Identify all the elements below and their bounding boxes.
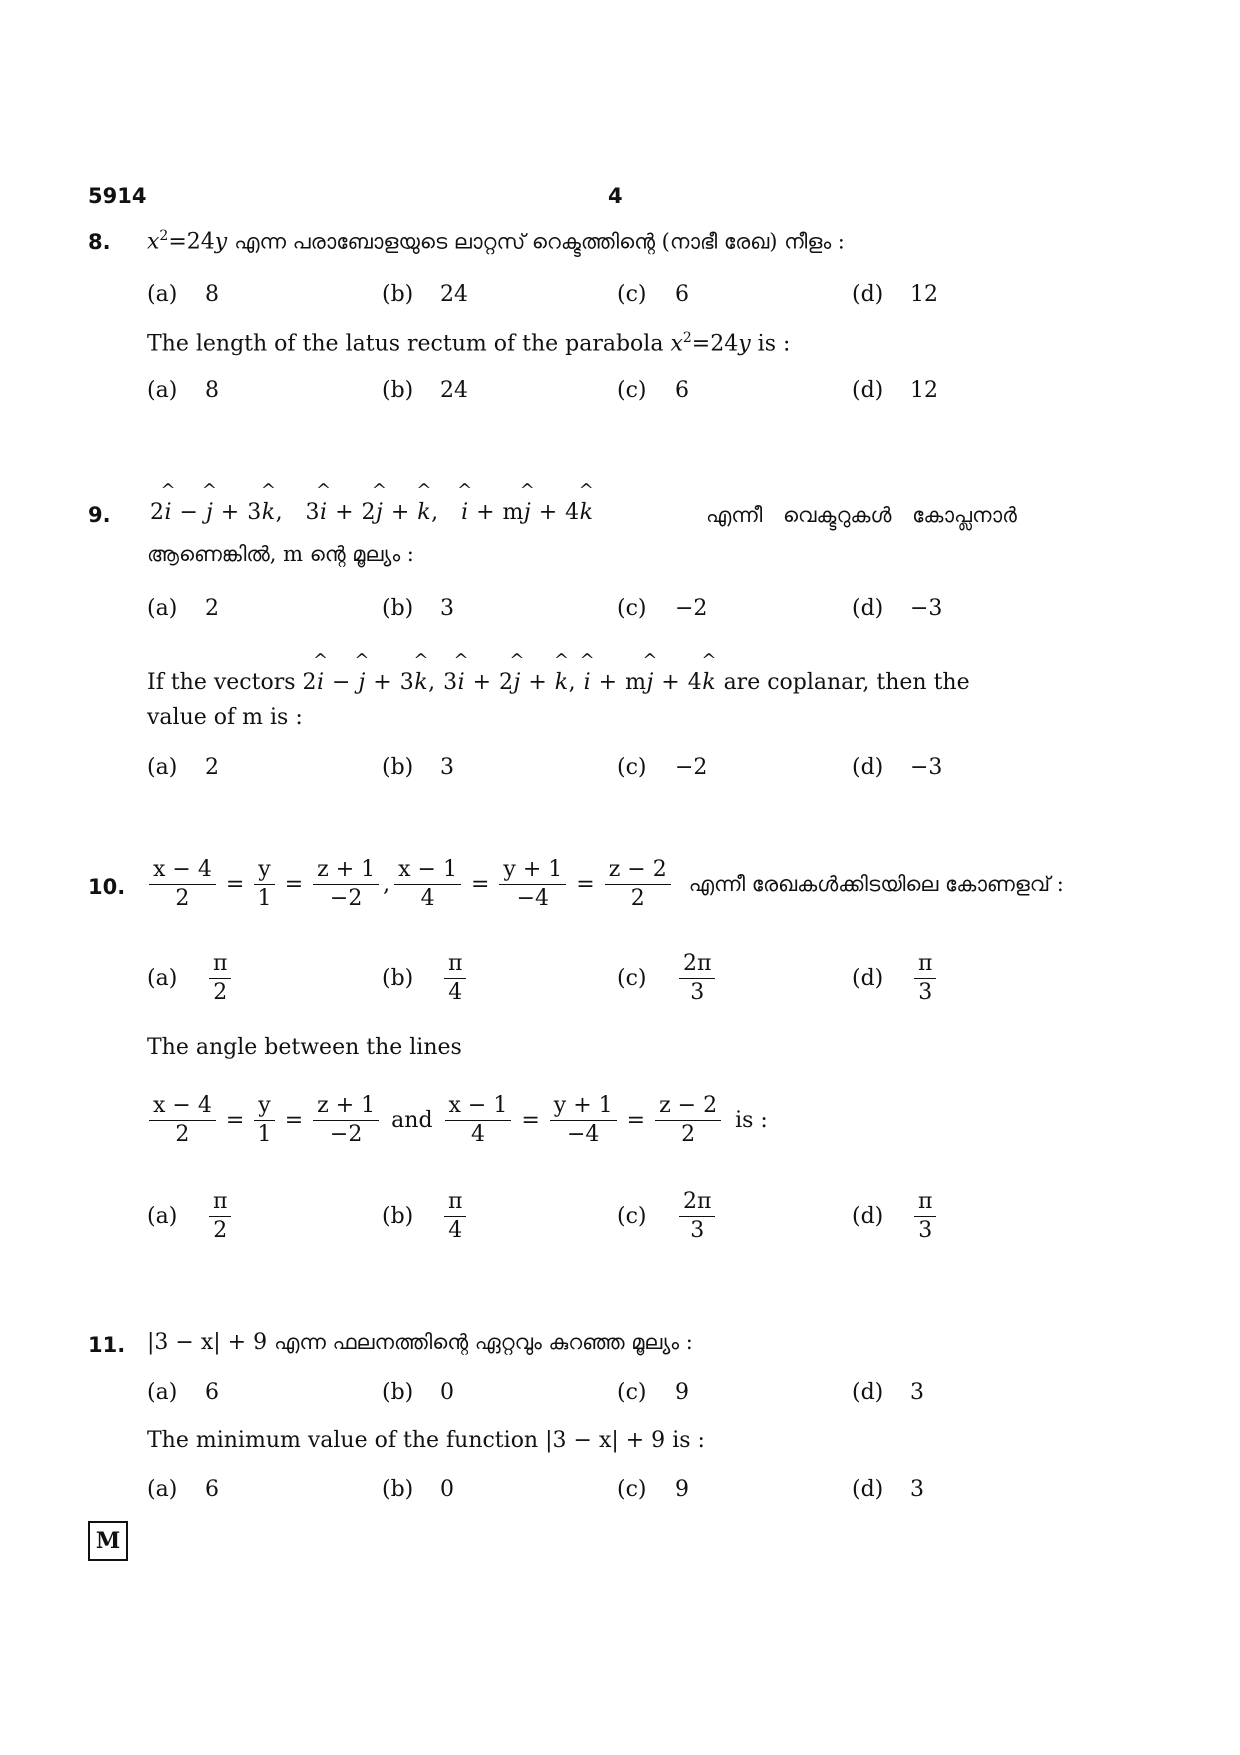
- q9-vectors-ml: 2^ i − ^ j + 3^ k, 3^ i + 2^ j + ^ k, ^ i + m^ j + 4^ k: [150, 500, 594, 525]
- q10-ml-option-c: (c) $\frac{2\pi}{3}$: [617, 952, 719, 1005]
- q10-frac-2: $\frac{y}{1}$: [254, 858, 274, 911]
- q11-ml-option-d: (d) 3: [852, 1380, 924, 1405]
- q11-ml-option-b: (b) 0: [382, 1380, 454, 1405]
- q11-english-line: The minimum value of the function |3 − x| + 9 is :: [147, 1428, 705, 1453]
- q11-en-option-c: (c) 9: [617, 1477, 689, 1502]
- q8-malayalam-text: എന്ന പരാബോളയുടെ ലാറ്റസ് റെക്ടത്തിന്റെ (നാഭീ രേഖ) നീളം :: [234, 229, 845, 254]
- q10-frac-3: $\frac{z + 1}{-2}$: [313, 858, 379, 911]
- q8-en-option-d: (d) 12: [852, 378, 938, 403]
- q8-en-option-a: (a) 8: [147, 378, 219, 403]
- q8-ml-option-b: (b) 24: [382, 282, 468, 307]
- page-number: 4: [608, 184, 623, 208]
- q8-ml-option-a: (a) 8: [147, 282, 219, 307]
- q8-malayalam-line: $x^2=24y$ എന്ന പരാബോളയുടെ ലാറ്റസ് റെക്ടത്തിന്റെ (നാഭീ രേഖ) നീളം :: [147, 228, 845, 255]
- q10-malayalam-text: എന്നീ രേഖകൾക്കിടയിലെ കോണളവ് :: [688, 872, 1064, 897]
- q10-equations-en: $\frac{x - 4}{2}$ = $\frac{y}{1}$ = $\frac{z + 1}{-2}$ and $\frac{x - 1}{4}$ = $\frac{y + 1}{-4}$ = $\frac{z - 2}{2}$ is :: [145, 1094, 768, 1147]
- q11-function: |3 − x| + 9: [147, 1330, 268, 1355]
- q9-en-option-a: (a) 2: [147, 755, 219, 780]
- q9-ml-option-a: (a) 2: [147, 596, 219, 621]
- q8-ml-option-c: (c) 6: [617, 282, 689, 307]
- q9-en-option-b: (b) 3: [382, 755, 454, 780]
- question-number-8: 8.: [88, 230, 111, 254]
- q11-en-option-d: (d) 3: [852, 1477, 924, 1502]
- q10-equations-ml: $\frac{x - 4}{2}$ = $\frac{y}{1}$ = $\frac{z + 1}{-2}$ , $\frac{x - 1}{4}$ = $\frac{y + 1}{-4}$ = $\frac{z - 2}{2}$ എന്നീ രേഖകൾക്കിടയിലെ കോണളവ് :: [145, 858, 1064, 911]
- paper-code: 5914: [88, 184, 147, 208]
- q10-en-option-c: (c) $\frac{2\pi}{3}$: [617, 1190, 719, 1243]
- q10-frac-5: $\frac{y + 1}{-4}$: [499, 858, 566, 911]
- q10-en-option-b: (b) $\frac{\pi}{4}$: [382, 1190, 470, 1243]
- q8-en-option-c: (c) 6: [617, 378, 689, 403]
- q9-malayalam-line1: എന്നീ വെക്ടറുകൾ കോപ്ലനാർ: [706, 503, 1017, 527]
- q8-eq-rest: =24: [168, 229, 215, 255]
- q11-malayalam-text: എന്ന ഫലനത്തിന്റെ ഏറ്റവും കുറഞ്ഞ മൂല്യം :: [274, 1330, 693, 1354]
- q11-malayalam-line: [147, 1330, 693, 1355]
- q9-ml-option-d: (d) −3: [852, 596, 943, 621]
- q10-frac-4: $\frac{x - 1}{4}$: [394, 858, 461, 911]
- q11-en-option-b: (b) 0: [382, 1477, 454, 1502]
- q8-english-line: The length of the latus rectum of the parabola $x^2=24y$ is :: [147, 330, 791, 357]
- q9-en-option-d: (d) −3: [852, 755, 943, 780]
- q10-english-line1: The angle between the lines: [147, 1035, 462, 1060]
- question-number-10: 10.: [88, 875, 126, 899]
- q11-en-option-a: (a) 6: [147, 1477, 219, 1502]
- q11-ml-option-c: (c) 9: [617, 1380, 689, 1405]
- q11-ml-option-a: (a) 6: [147, 1380, 219, 1405]
- q9-english-line1: If the vectors 2^ i − ^ j + 3^ k, 3^ i + 2^ j + ^ k, ^ i + m^ j + 4^ k are coplanar, then the: [147, 670, 970, 695]
- q9-ml-option-b: (b) 3: [382, 596, 454, 621]
- q10-en-option-d: (d) $\frac{\pi}{3}$: [852, 1190, 940, 1243]
- q10-en-option-a: (a) $\frac{\pi}{2}$: [147, 1190, 235, 1243]
- q10-ml-option-a: (a) $\frac{\pi}{2}$: [147, 952, 235, 1005]
- q10-ml-option-d: (d) $\frac{\pi}{3}$: [852, 952, 940, 1005]
- q9-malayalam-line2: ആണെങ്കിൽ, m ന്റെ മൂല്യം :: [147, 542, 414, 566]
- q10-frac-6: $\frac{z - 2}{2}$: [605, 858, 671, 911]
- q9-english-line2: value of m is :: [147, 705, 303, 730]
- question-number-9: 9.: [88, 503, 111, 527]
- series-mark-box: M: [88, 1521, 128, 1561]
- q9-en-option-c: (c) −2: [617, 755, 708, 780]
- q8-eq-x: x: [147, 229, 160, 255]
- q8-eq-y: y: [214, 229, 228, 255]
- q9-ml-option-c: (c) −2: [617, 596, 708, 621]
- q10-ml-option-b: (b) $\frac{\pi}{4}$: [382, 952, 470, 1005]
- q8-ml-option-d: (d) 12: [852, 282, 938, 307]
- question-number-11: 11.: [88, 1333, 126, 1357]
- q8-en-option-b: (b) 24: [382, 378, 468, 403]
- q10-frac-1: $\frac{x - 4}{2}$: [149, 858, 216, 911]
